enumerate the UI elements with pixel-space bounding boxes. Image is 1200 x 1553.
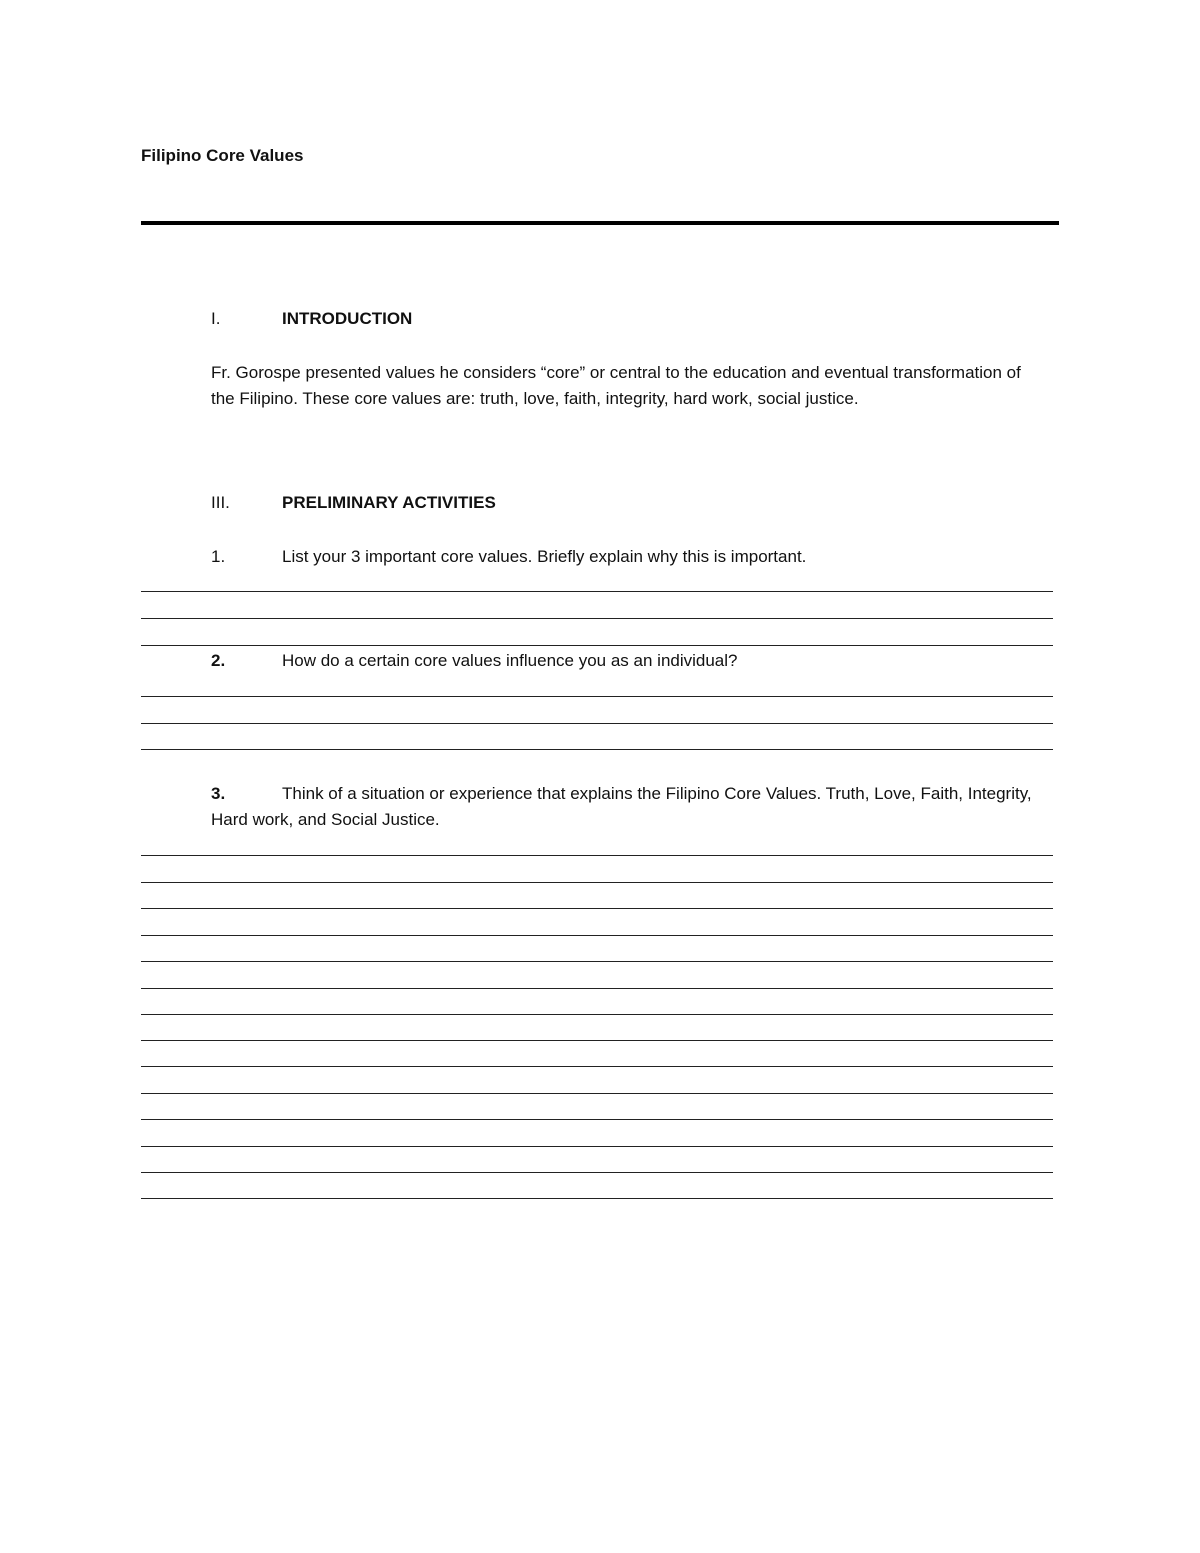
- question-2-text: How do a certain core values influence you as an individual?: [282, 651, 738, 670]
- answer-line[interactable]: [141, 696, 1053, 697]
- answer-line[interactable]: [141, 1040, 1053, 1041]
- answer-line[interactable]: [141, 882, 1053, 883]
- introduction-heading: INTRODUCTION: [282, 309, 413, 328]
- answer-line[interactable]: [141, 935, 1053, 936]
- question-3-text: Think of a situation or experience that explains the Filipino Core Values. Truth, Love, Faith, Integrity, Hard work, and Social Justice.: [211, 784, 1032, 829]
- question-1-text: List your 3 important core values. Briefly explain why this is important.: [282, 547, 807, 566]
- answer-line[interactable]: [141, 961, 1053, 962]
- title-divider: [141, 221, 1059, 225]
- answer-line[interactable]: [141, 1066, 1053, 1067]
- answer-line[interactable]: [141, 1146, 1053, 1147]
- answer-line[interactable]: [141, 1014, 1053, 1015]
- introduction-number: I.: [211, 309, 221, 328]
- answer-line[interactable]: [141, 988, 1053, 989]
- question-1-number: 1.: [211, 547, 226, 566]
- preliminary-number: III.: [211, 493, 230, 512]
- question-3: [211, 781, 1051, 833]
- answer-line[interactable]: [141, 723, 1053, 724]
- answer-line[interactable]: [141, 591, 1053, 592]
- preliminary-heading: PRELIMINARY ACTIVITIES: [282, 493, 496, 512]
- answer-line[interactable]: [141, 1119, 1053, 1120]
- answer-line[interactable]: [141, 1093, 1053, 1094]
- answer-line[interactable]: [141, 749, 1053, 750]
- answer-line[interactable]: [141, 618, 1053, 619]
- answer-line[interactable]: [141, 908, 1053, 909]
- question-3-number: 3.: [211, 784, 226, 803]
- answer-line[interactable]: [141, 645, 1053, 646]
- introduction-paragraph: Fr. Gorospe presented values he considers “core” or central to the education and eventual transformation of the Filipino. These core values are: truth, love, faith, integrity, hard work, social justice.: [211, 363, 1021, 408]
- answer-line[interactable]: [141, 855, 1053, 856]
- answer-line[interactable]: [141, 1198, 1053, 1199]
- document-title: Filipino Core Values: [141, 146, 304, 165]
- question-2-number: 2.: [211, 651, 226, 670]
- answer-line[interactable]: [141, 1172, 1053, 1173]
